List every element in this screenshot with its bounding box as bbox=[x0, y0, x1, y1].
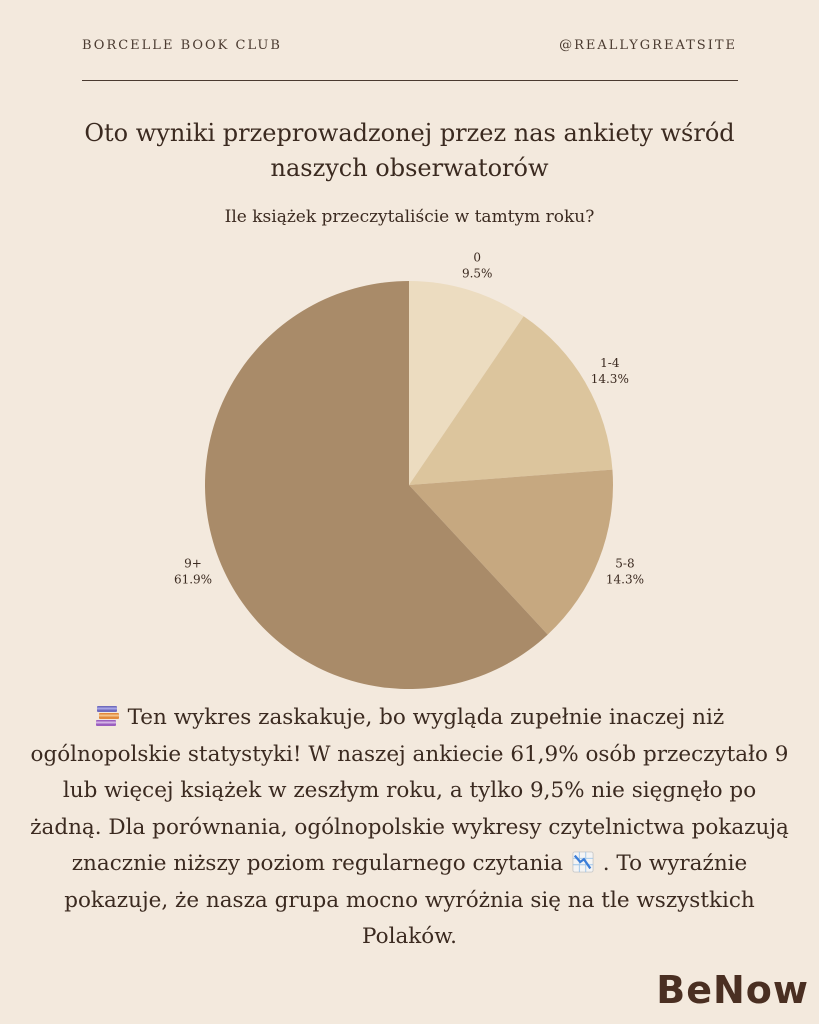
site-handle: @REALLYGREATSITE bbox=[559, 38, 737, 53]
header-divider bbox=[82, 80, 738, 81]
slice-value-1-4: 14.3% bbox=[590, 371, 629, 386]
pie-chart bbox=[0, 240, 819, 700]
brand-logo: BeNow bbox=[656, 968, 809, 1012]
slice-label-1-4: 1-4 bbox=[600, 355, 620, 370]
header bbox=[82, 38, 737, 53]
slice-value-0: 9.5% bbox=[461, 266, 493, 281]
description bbox=[28, 700, 791, 956]
chart-title: Ile książek przeczytaliście w tamtym roku? bbox=[224, 207, 595, 227]
slice-label-0: 0 bbox=[473, 250, 482, 265]
slice-value-5-8: 14.3% bbox=[605, 572, 645, 587]
books-icon bbox=[95, 705, 121, 727]
slice-label-9+: 9+ bbox=[184, 556, 202, 571]
page-title: Oto wyniki przeprowadzonej przez nas ankiety wśród naszych obserwatorów bbox=[84, 119, 735, 182]
description-part-2: . To wyraźnie pokazuje, że nasza grupa mocno wyróżnia się na tle wszystkich Polaków. bbox=[64, 851, 755, 949]
chart-decreasing-icon bbox=[570, 851, 596, 873]
club-name: BORCELLE BOOK CLUB bbox=[82, 38, 282, 53]
description-part-1: Ten wykres zaskakuje, bo wygląda zupełnie inaczej niż ogólnopolskie statystyki! W naszej ankiecie 61,9% osób przeczytało 9 lub więcej książek w zeszłym roku, a tylko 9,5% nie sięgnęło po żadną. Dla porównania, ogólnopolskie wykresy czytelnictwa pokazują znacznie niższy poziom regularnego czytania bbox=[30, 705, 789, 876]
slice-label-5-8: 5-8 bbox=[615, 556, 635, 571]
slice-value-9+: 61.9% bbox=[173, 572, 213, 587]
